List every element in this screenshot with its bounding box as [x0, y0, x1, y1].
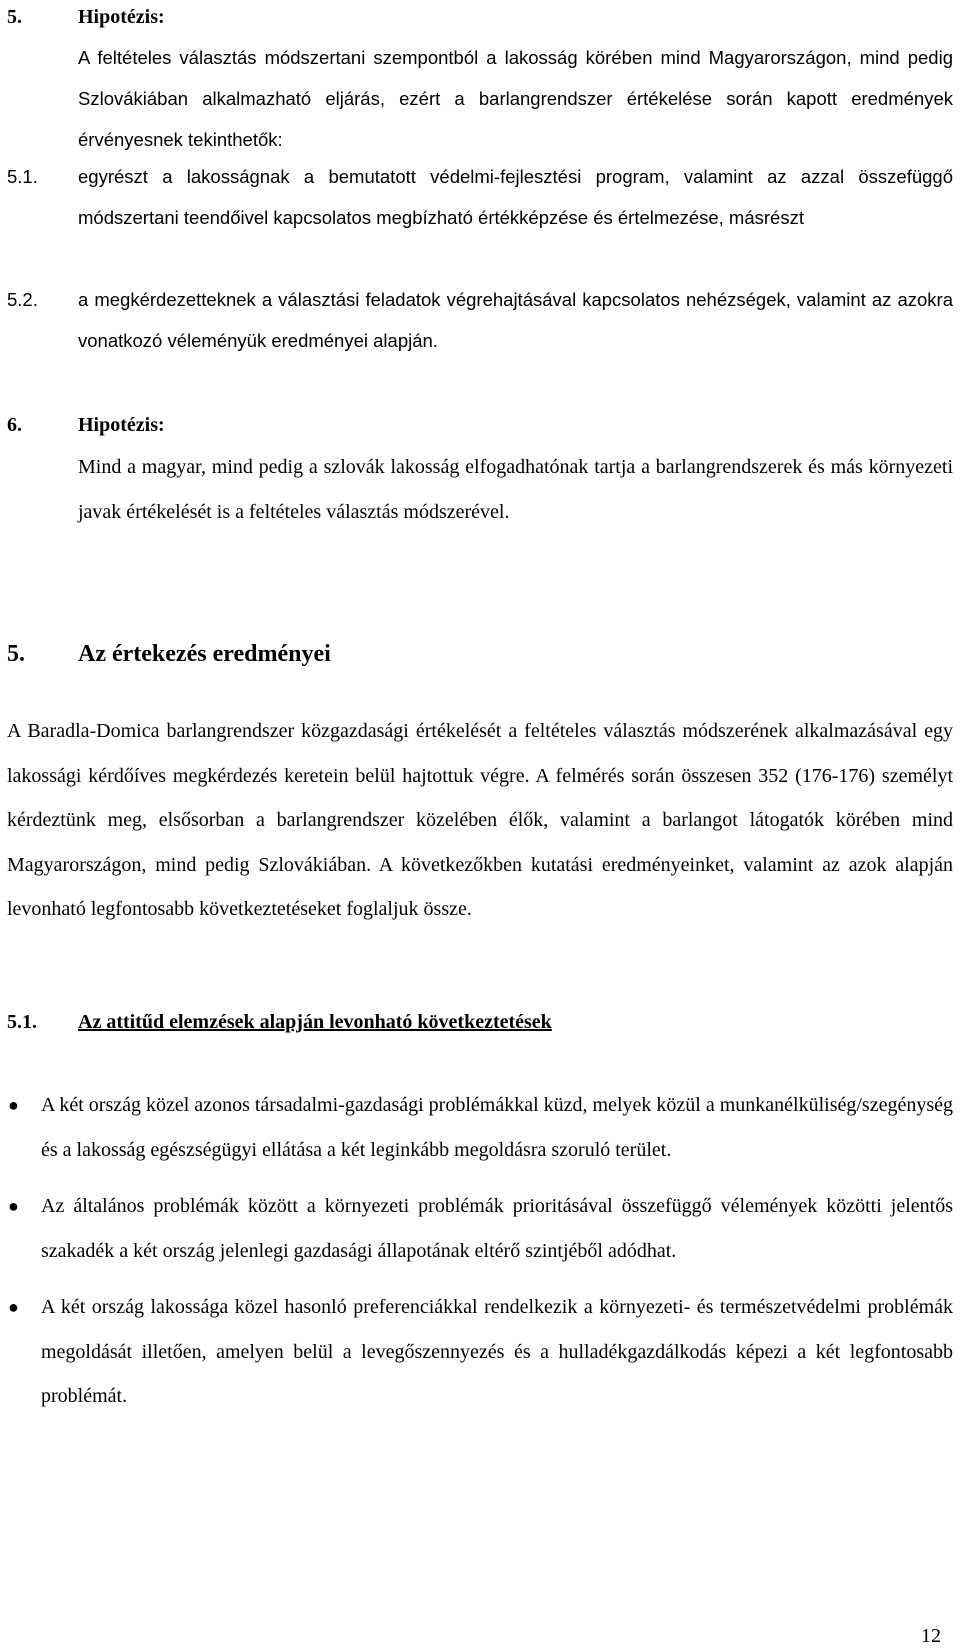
hypothesis-5-item-1: [7, 156, 953, 238]
hypothesis-6: [7, 408, 953, 534]
bullet-icon: ●: [8, 1297, 19, 1317]
subsection-title: Az attitűd elemzések alapján levonható következtetések: [78, 1011, 552, 1033]
hypothesis-5-heading: [7, 0, 953, 35]
bullet-text: A két ország közel azonos társadalmi-gazdasági problémákkal küzd, melyek közül a munkanélküliség/szegénység és a lakosság egészségügyi ellátása a két leginkább megoldásra szoruló terület.: [41, 1094, 953, 1161]
hypothesis-6-title: Hipotézis:: [78, 414, 165, 436]
bullet-text: A két ország lakossága közel hasonló preferenciákkal rendelkezik a környezeti- és természetvédelmi problémák megoldását illetően, amelyen belül a levegőszennyezés és a hulladékgazdálkodás képezi a két legfontosabb problémát.: [41, 1296, 953, 1407]
bullet-icon: ●: [8, 1095, 19, 1115]
bullet-item: [7, 1285, 953, 1419]
bullet-text: Az általános problémák között a környezeti problémák prioritásával összefüggő vélemények közötti jelentős szakadék a két ország jelenlegi gazdasági állapotának eltérő szintjéből adódhat.: [41, 1195, 953, 1262]
bullet-item: [7, 1184, 953, 1273]
page-number: 12: [921, 1625, 941, 1647]
hypothesis-5: [7, 0, 953, 160]
item-text: egyrészt a lakosságnak a bemutatott védelmi-fejlesztési program, valamint az azzal összefüggő módszertani teendőivel kapcsolatos megbízható értékképzése és értelmezése, másrészt: [78, 166, 953, 228]
hypothesis-6-number: 6.: [7, 414, 22, 436]
item-number: 5.1.: [7, 166, 38, 187]
bullet-item: [7, 1083, 953, 1172]
hypothesis-6-heading: [7, 408, 953, 443]
item-number: 5.2.: [7, 289, 38, 310]
section-number: 5.: [7, 641, 25, 667]
section-heading: [7, 634, 953, 674]
hypothesis-5-item-2: [7, 279, 953, 361]
hypothesis-6-text: Mind a magyar, mind pedig a szlovák lakosság elfogadhatónak tartja a barlangrendszerek és más környezeti javak értékelését is a feltételes választás módszerével.: [78, 456, 953, 523]
bullet-icon: ●: [8, 1196, 19, 1216]
subsection-heading: [7, 1002, 953, 1042]
section-paragraph: A Baradla-Domica barlangrendszer közgazdasági értékelését a feltételes választás módszerének alkalmazásával egy lakossági kérdőíves megkérdezés keretein belül hajtottuk végre. A felmérés során összesen 352 (176-176) személyt kérdeztünk meg, elsősorban a barlangrendszer közelében élők, valamint a barlangot látogatók körében mind Magyarországon, mind pedig Szlovákiában. A következőkben kutatási eredményeinket, valamint az azok alapján levonható legfontosabb következtetéseket foglaljuk össze.: [7, 720, 953, 920]
item-text: a megkérdezetteknek a választási feladatok végrehajtásával kapcsolatos nehézségek, valamint az azokra vonatkozó véleményük eredményei alapján.: [78, 289, 953, 351]
hypothesis-5-text: A feltételes választás módszertani szempontból a lakosság körében mind Magyarországon, mind pedig Szlovákiában alkalmazható eljárás, ezért a barlangrendszer értékelése során kapott eredmények érvényesnek tekinthetők:: [78, 47, 953, 150]
bullet-list: [7, 1083, 953, 1419]
subsection-number: 5.1.: [7, 1011, 37, 1033]
hypothesis-5-title: Hipotézis:: [78, 6, 165, 28]
hypothesis-5-number: 5.: [7, 6, 22, 28]
section-title: Az értekezés eredményei: [78, 641, 331, 667]
